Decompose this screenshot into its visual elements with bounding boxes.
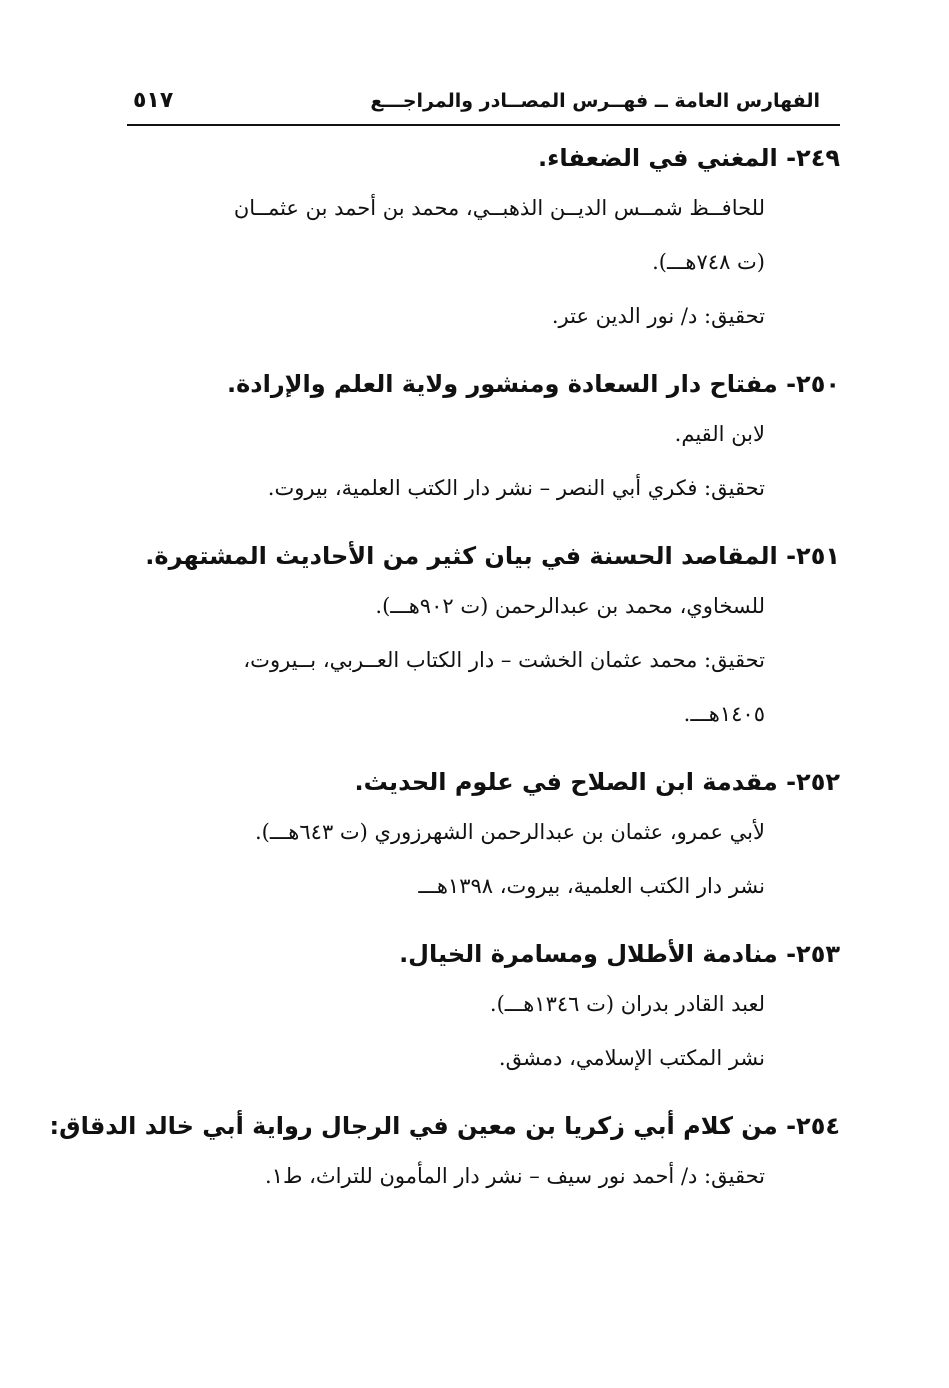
bibliography-entry (49, 1103, 840, 1203)
entry-title: ٢٥٤- من كلام أبي زكريا بن معين في الرجال رواية أبي خالد الدقاق: (49, 1112, 840, 1140)
bibliography-entry (120, 135, 840, 343)
entry-line: تحقيق: د/ أحمد نور سيف – نشر دار المأمون للتراث، ط١. (265, 1164, 765, 1188)
entry-line: لعبد القادر بدران (ت ١٣٤٦هـــ). (489, 992, 765, 1016)
entry-line: تحقيق: محمد عثمان الخشت – دار الكتاب العــربي، بــيروت، (243, 648, 765, 672)
entry-line: نشر المكتب الإسلامي، دمشق. (498, 1046, 765, 1070)
bibliography-entry (120, 931, 840, 1085)
entry-line: نشر دار الكتب العلمية، بيروت، ١٣٩٨هـــ (418, 874, 765, 898)
entry-title: ٢٤٩- المغني في الضعفاء. (537, 144, 840, 172)
entry-line: لأبي عمرو، عثمان بن عبدالرحمن الشهرزوري (ت ٦٤٣هـــ). (254, 820, 765, 844)
running-title: الفهارس العامة ــ فهــرس المصــادر والمراجـــع (370, 90, 820, 112)
entry-line: للسخاوي، محمد بن عبدالرحمن (ت ٩٠٢هـــ). (375, 594, 765, 618)
entry-line: تحقيق: فكري أبي النصر – نشر دار الكتب العلمية، بيروت. (267, 476, 765, 500)
entry-line: (ت ٧٤٨هـــ). (652, 250, 765, 274)
entry-line: لابن القيم. (674, 422, 765, 446)
entry-title: ٢٥٣- منادمة الأطلال ومسامرة الخيال. (399, 940, 840, 968)
entry-title: ٢٥٠- مفتاح دار السعادة ومنشور ولاية العلم والإرادة. (227, 370, 840, 398)
bibliography-entry (120, 533, 840, 741)
header-rule (127, 124, 840, 126)
entry-title: ٢٥١- المقاصد الحسنة في بيان كثير من الأحاديث المشتهرة. (145, 542, 840, 570)
entry-line: ١٤٠٥هـــ. (683, 702, 765, 726)
bibliography-list (49, 135, 840, 1221)
entry-line: تحقيق: د/ نور الدين عتر. (551, 304, 765, 328)
bibliography-entry (120, 759, 840, 913)
bibliography-entry (120, 361, 840, 515)
entry-title: ٢٥٢- مقدمة ابن الصلاح في علوم الحديث. (354, 768, 840, 796)
page-header (127, 86, 838, 122)
page-number: ٥١٧ (133, 88, 174, 113)
entry-line: للحافــظ شمــس الديــن الذهبــي، محمد بن أحمد بن عثمــان (233, 196, 765, 220)
